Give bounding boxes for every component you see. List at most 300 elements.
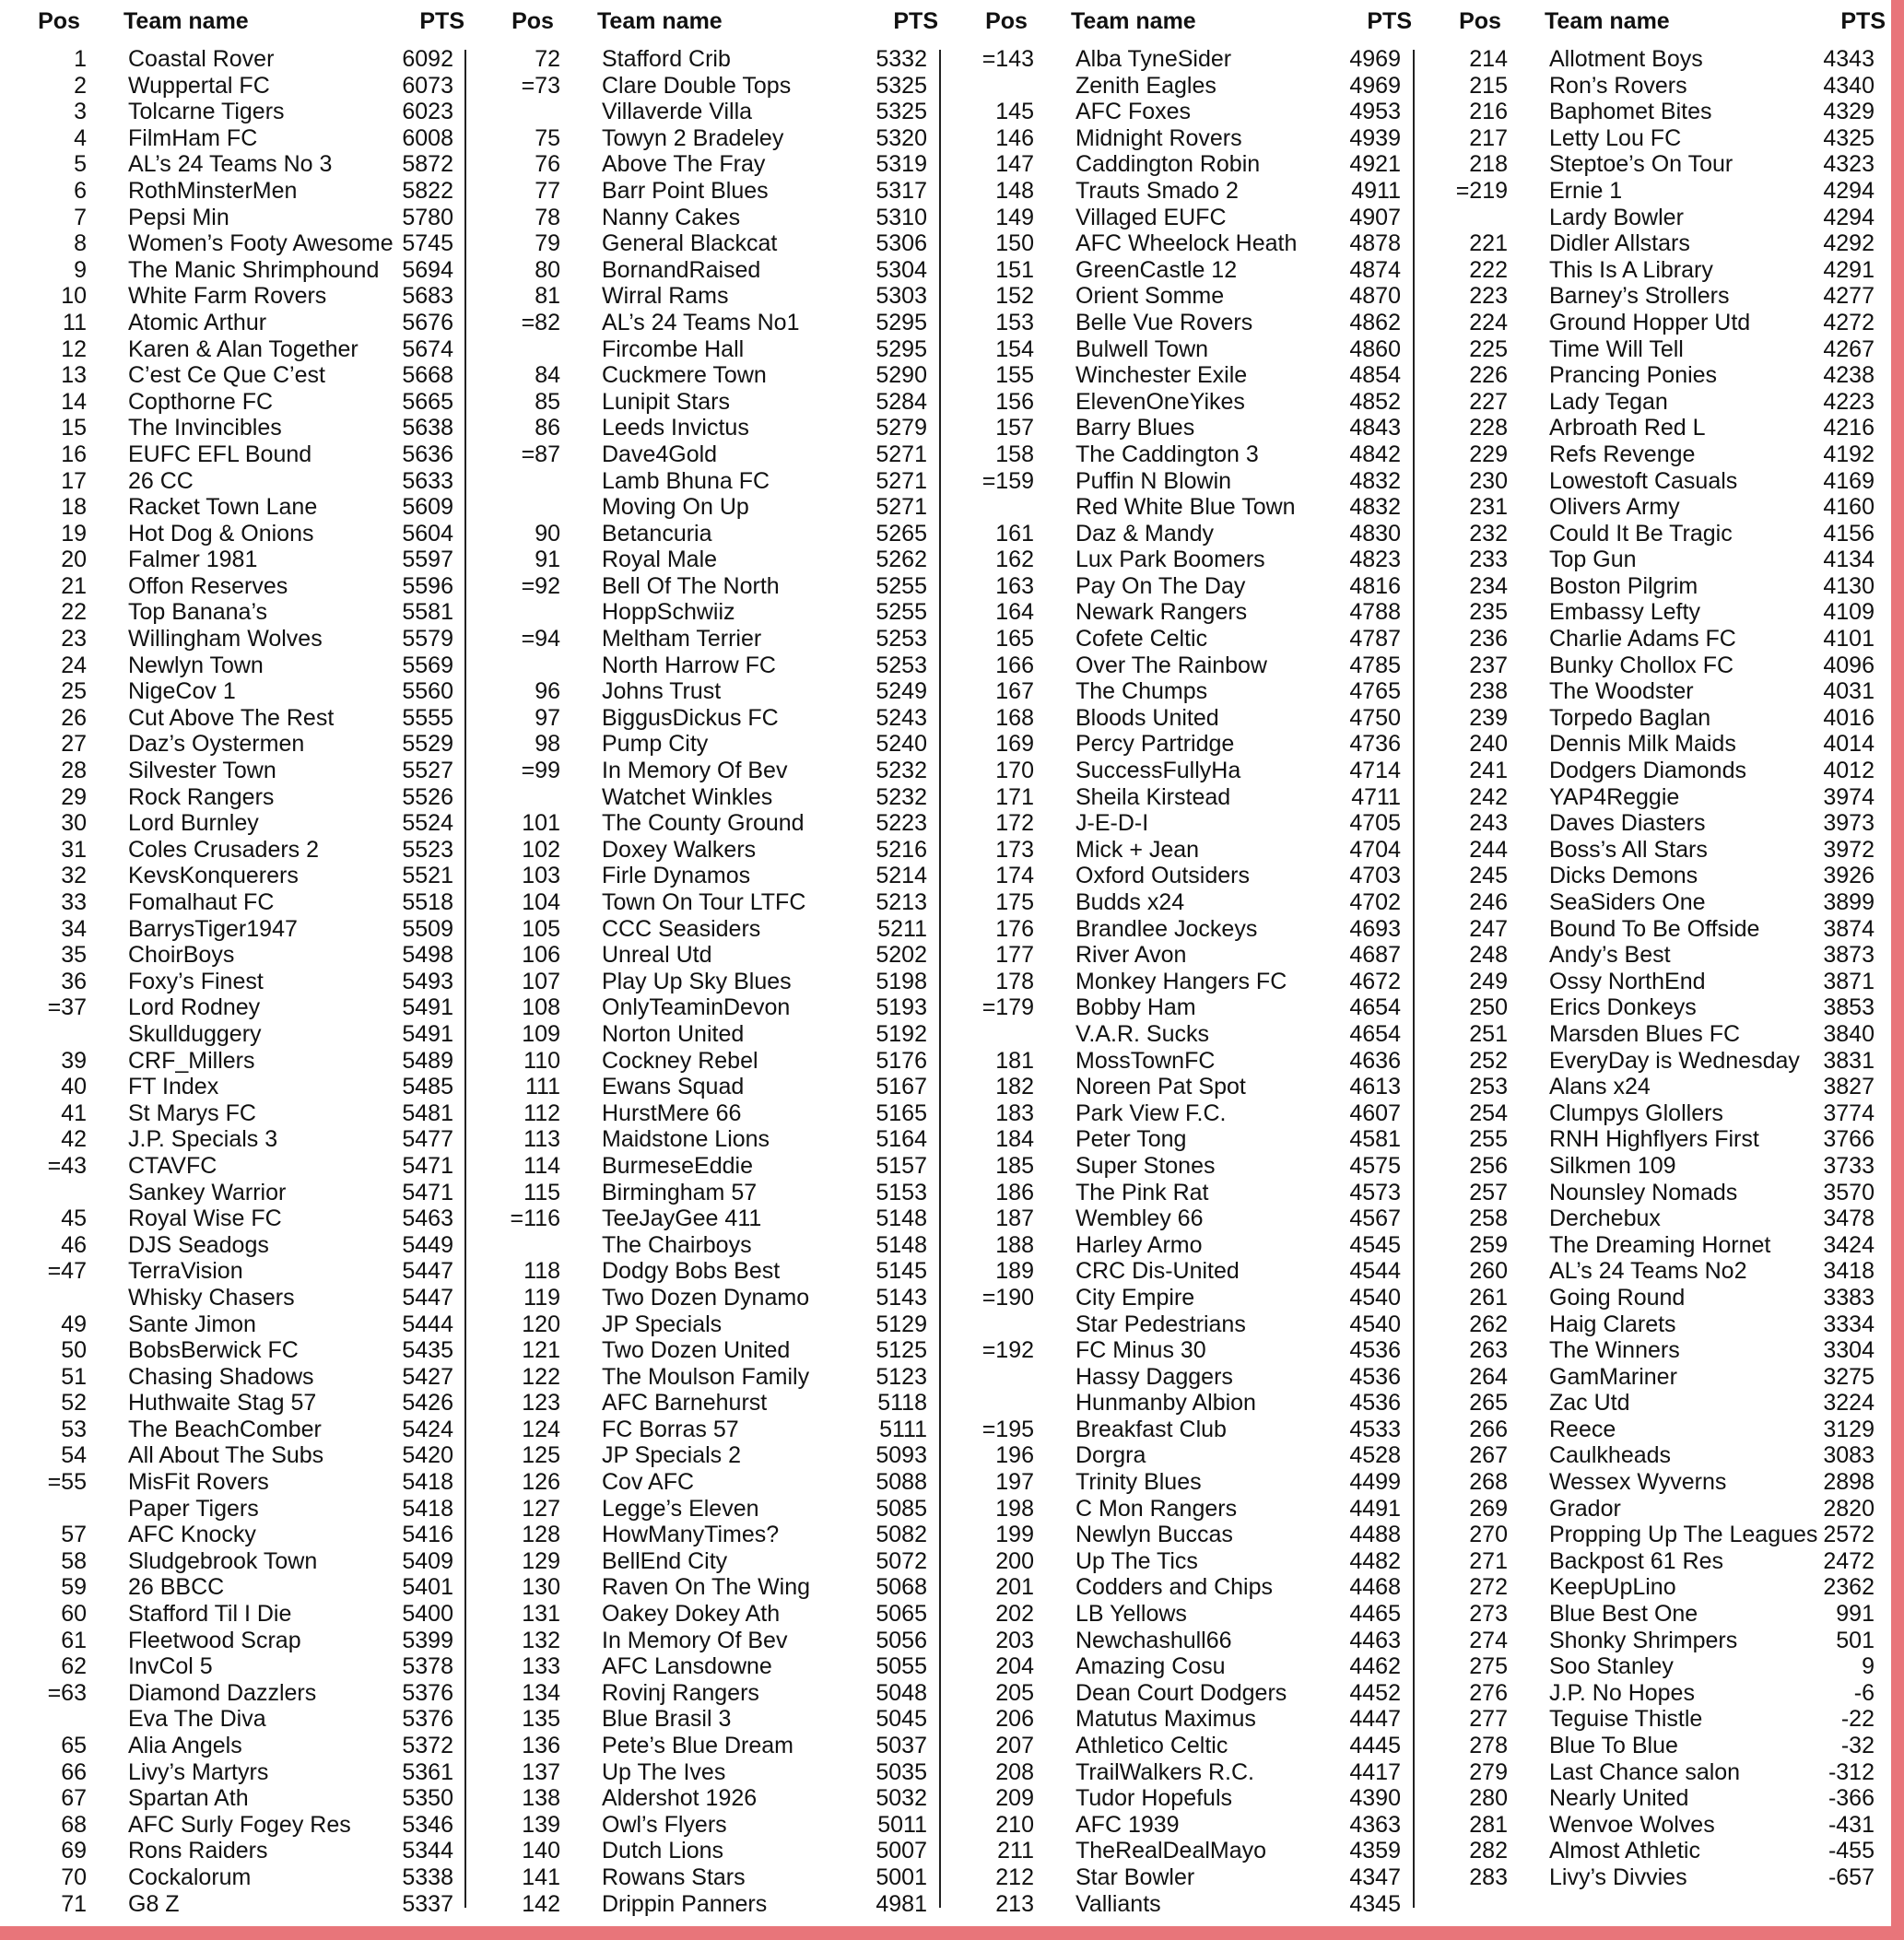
table-row: [485, 310, 958, 336]
row-position: 58: [61, 1547, 87, 1574]
table-row: [958, 73, 1432, 100]
row-points: 4544: [1349, 1258, 1401, 1285]
row-points: -312: [1828, 1758, 1875, 1785]
row-team-name: Torpedo Baglan: [1549, 704, 1711, 731]
row-points: 5471: [402, 1152, 453, 1179]
table-row: [11, 257, 485, 284]
row-points: 3083: [1823, 1442, 1875, 1469]
table-row: [958, 1759, 1432, 1786]
row-points: 5065: [876, 1601, 927, 1628]
row-points: 5143: [876, 1284, 927, 1311]
row-team-name: Bloods United: [1075, 704, 1219, 731]
row-team-name: CTAVFC: [128, 1152, 217, 1179]
row-position: 176: [995, 915, 1034, 942]
row-points: 4134: [1823, 547, 1875, 573]
row-position: =195: [981, 1416, 1034, 1442]
row-points: 2362: [1823, 1574, 1875, 1601]
row-position: 108: [522, 994, 560, 1021]
row-position: 273: [1469, 1601, 1508, 1628]
row-team-name: Budds x24: [1075, 889, 1185, 915]
row-position: =82: [521, 309, 560, 335]
table-row: [958, 942, 1432, 969]
row-team-name: General Blackcat: [602, 230, 778, 257]
row-points: 4533: [1349, 1416, 1401, 1442]
row-points: 4014: [1823, 731, 1875, 758]
row-position: 149: [995, 204, 1034, 230]
table-column-2: [485, 0, 958, 1926]
row-position: 221: [1469, 230, 1508, 257]
row-points: 4765: [1349, 678, 1401, 705]
table-row: [1432, 468, 1904, 495]
header-pts: PTS: [1367, 8, 1412, 34]
row-team-name: Cuckmere Town: [602, 362, 767, 389]
row-position: 134: [522, 1679, 560, 1706]
row-points: -366: [1828, 1785, 1875, 1812]
table-row: [485, 1574, 958, 1601]
row-points: 5376: [402, 1706, 453, 1733]
row-team-name: North Harrow FC: [602, 652, 776, 678]
row-position: 107: [522, 968, 560, 994]
row-position: 68: [61, 1811, 87, 1838]
table-row: [958, 1205, 1432, 1232]
table-row: [485, 99, 958, 125]
row-points: 5213: [876, 889, 927, 915]
row-position: 2: [74, 72, 87, 99]
row-points: 5011: [877, 1811, 927, 1838]
row-team-name: Above The Fray: [602, 151, 766, 178]
row-team-name: Mick + Jean: [1075, 836, 1200, 863]
table-row: [958, 837, 1432, 864]
row-points: 4878: [1349, 230, 1401, 257]
row-position: 189: [995, 1258, 1034, 1285]
table-row: [11, 1417, 485, 1443]
row-team-name: ElevenOneYikes: [1075, 388, 1245, 415]
row-team-name: Noreen Pat Spot: [1075, 1074, 1246, 1100]
table-row: [1432, 863, 1904, 889]
row-position: =143: [981, 46, 1034, 72]
row-team-name: NigeCov 1: [128, 678, 236, 705]
table-row: [11, 1180, 485, 1206]
row-team-name: AFC Foxes: [1075, 99, 1192, 125]
table-row: [1432, 362, 1904, 389]
row-points: 3774: [1823, 1099, 1875, 1126]
row-points: 4359: [1349, 1838, 1401, 1864]
row-points: 5509: [402, 915, 453, 942]
table-row: [1432, 1311, 1904, 1338]
row-team-name: 26 CC: [128, 467, 194, 494]
row-points: 4463: [1349, 1627, 1401, 1653]
row-points: 4567: [1349, 1205, 1401, 1232]
table-row: [1432, 1759, 1904, 1786]
table-rows: [11, 46, 485, 1917]
row-points: 5249: [876, 678, 927, 705]
row-position: 72: [535, 46, 560, 72]
row-team-name: Steptoe’s On Tour: [1549, 151, 1734, 178]
row-position: 115: [523, 1179, 560, 1205]
row-team-name: Lowestoft Casuals: [1549, 467, 1738, 494]
row-points: 4363: [1349, 1811, 1401, 1838]
row-points: 4581: [1349, 1126, 1401, 1153]
row-position: 136: [522, 1733, 560, 1758]
row-position: 70: [61, 1864, 87, 1890]
table-row: [1432, 257, 1904, 284]
row-position: 59: [61, 1574, 87, 1601]
row-team-name: Soo Stanley: [1549, 1653, 1674, 1680]
row-team-name: Coastal Rover: [128, 46, 275, 72]
row-points: 3853: [1823, 994, 1875, 1021]
row-points: 4329: [1823, 99, 1875, 125]
table-row: [1432, 1285, 1904, 1311]
row-position: 239: [1469, 704, 1508, 731]
row-points: 3418: [1823, 1258, 1875, 1285]
table-row: [1432, 46, 1904, 73]
row-position: =192: [981, 1337, 1034, 1364]
table-row: [1432, 1442, 1904, 1469]
row-team-name: Leeds Invictus: [602, 415, 749, 441]
table-row: [485, 1812, 958, 1839]
row-team-name: Wirral Rams: [602, 283, 729, 310]
row-position: 213: [995, 1890, 1034, 1917]
row-points: 5088: [876, 1469, 927, 1496]
table-row: [485, 1785, 958, 1812]
table-row: [485, 1838, 958, 1864]
row-points: 4223: [1823, 388, 1875, 415]
row-position: 173: [995, 836, 1034, 863]
table-rows: [1432, 46, 1904, 1891]
row-team-name: HowManyTimes?: [602, 1522, 780, 1548]
row-team-name: RNH Highflyers First: [1549, 1126, 1759, 1153]
row-points: 4536: [1349, 1363, 1401, 1390]
table-row: [1432, 494, 1904, 521]
row-points: 5202: [876, 942, 927, 969]
table-row: [11, 73, 485, 100]
row-position: 226: [1469, 362, 1508, 389]
row-points: 4536: [1349, 1337, 1401, 1364]
row-team-name: Alia Angels: [128, 1733, 242, 1758]
row-points: 5240: [876, 731, 927, 758]
table-row: [11, 916, 485, 943]
table-row: [485, 573, 958, 600]
row-points: 5529: [402, 731, 453, 758]
header-team-name: Team name: [1545, 8, 1670, 34]
row-points: 5872: [402, 151, 453, 178]
row-points: 5125: [876, 1337, 927, 1364]
table-row: [1432, 1205, 1904, 1232]
row-team-name: Trinity Blues: [1075, 1469, 1202, 1496]
row-position: 162: [995, 547, 1034, 573]
row-team-name: Shonky Shrimpers: [1549, 1627, 1738, 1653]
row-team-name: Teguise Thistle: [1549, 1706, 1703, 1733]
table-row: [485, 125, 958, 152]
row-team-name: SeaSiders One: [1549, 889, 1706, 915]
row-position: 60: [61, 1601, 87, 1628]
table-row: [1432, 1838, 1904, 1864]
row-position: 188: [995, 1231, 1034, 1258]
row-team-name: This Is A Library: [1549, 256, 1713, 283]
row-position: 166: [995, 652, 1034, 678]
row-position: =116: [510, 1205, 560, 1232]
row-position: 217: [1469, 124, 1508, 151]
row-team-name: Pepsi Min: [128, 204, 229, 230]
table-row: [1432, 1812, 1904, 1839]
row-position: 253: [1469, 1074, 1508, 1100]
table-row: [958, 1258, 1432, 1285]
row-team-name: Watchet Winkles: [602, 783, 773, 810]
row-position: 251: [1469, 1020, 1508, 1047]
row-position: 167: [995, 678, 1034, 705]
row-points: 5232: [876, 758, 927, 784]
row-points: 5555: [402, 704, 453, 731]
row-position: 41: [61, 1099, 87, 1126]
row-points: 4468: [1349, 1574, 1401, 1601]
row-position: 228: [1469, 415, 1508, 441]
table-row: [958, 468, 1432, 495]
row-position: 135: [522, 1706, 560, 1733]
row-position: 265: [1469, 1390, 1508, 1417]
row-team-name: AFC Surly Fogey Res: [128, 1811, 351, 1838]
row-team-name: Johns Trust: [602, 678, 722, 705]
row-position: 172: [995, 810, 1034, 837]
row-points: 4911: [1351, 177, 1401, 204]
row-points: 5498: [402, 942, 453, 969]
row-position: 280: [1469, 1785, 1508, 1812]
table-row: [11, 310, 485, 336]
table-row: [1432, 1126, 1904, 1153]
row-position: 269: [1469, 1495, 1508, 1522]
table-row: [485, 705, 958, 732]
row-points: 5447: [402, 1284, 453, 1311]
table-row: [958, 731, 1432, 758]
row-position: 123: [522, 1390, 560, 1417]
row-points: 5569: [402, 652, 453, 678]
table-row: [1432, 441, 1904, 468]
row-points: 5745: [402, 230, 453, 257]
table-row: [485, 994, 958, 1021]
row-team-name: Bulwell Town: [1075, 335, 1209, 362]
table-row: [958, 1496, 1432, 1523]
table-row: [485, 1337, 958, 1364]
row-team-name: The Invincibles: [128, 415, 282, 441]
row-team-name: Play Up Sky Blues: [602, 968, 792, 994]
table-row: [11, 889, 485, 916]
row-position: 171: [995, 783, 1034, 810]
row-points: 4832: [1349, 467, 1401, 494]
table-row: [958, 1469, 1432, 1496]
row-team-name: Reece: [1549, 1416, 1616, 1442]
row-points: 4788: [1349, 599, 1401, 626]
row-position: 126: [522, 1469, 560, 1496]
row-team-name: Percy Partridge: [1075, 731, 1235, 758]
row-team-name: Propping Up The Leagues: [1549, 1522, 1818, 1548]
column-header: [485, 6, 958, 37]
row-position: 46: [61, 1231, 87, 1258]
row-position: 235: [1469, 599, 1508, 626]
row-points: 4750: [1349, 704, 1401, 731]
row-position: 148: [995, 177, 1034, 204]
row-points: 5471: [402, 1179, 453, 1205]
table-row: [11, 626, 485, 653]
row-points: 4540: [1349, 1284, 1401, 1311]
row-team-name: Newark Rangers: [1075, 599, 1248, 626]
table-row: [958, 1021, 1432, 1048]
row-team-name: Legge’s Eleven: [602, 1495, 759, 1522]
row-position: 45: [61, 1205, 87, 1232]
row-points: 4016: [1823, 704, 1875, 731]
row-points: 4705: [1349, 810, 1401, 837]
row-team-name: Sheila Kirstead: [1075, 783, 1231, 810]
row-points: 4785: [1349, 652, 1401, 678]
table-row: [11, 1364, 485, 1391]
table-row: [1432, 889, 1904, 916]
row-points: 5604: [402, 520, 453, 547]
row-position: 132: [522, 1627, 560, 1653]
table-row: [11, 573, 485, 600]
row-team-name: Puffin N Blowin: [1075, 467, 1232, 494]
row-points: 4613: [1349, 1074, 1401, 1100]
row-points: 4711: [1351, 783, 1401, 810]
table-row: [958, 1838, 1432, 1864]
row-position: 261: [1469, 1284, 1508, 1311]
row-points: 4488: [1349, 1522, 1401, 1548]
row-points: 3383: [1823, 1284, 1875, 1311]
row-team-name: In Memory Of Bev: [602, 758, 788, 784]
row-points: 5372: [402, 1733, 453, 1758]
row-points: 5253: [876, 652, 927, 678]
row-points: 4787: [1349, 626, 1401, 653]
row-team-name: Betancuria: [602, 520, 712, 547]
table-row: [11, 415, 485, 441]
row-points: 4294: [1823, 204, 1875, 230]
row-team-name: Maidstone Lions: [602, 1126, 770, 1153]
row-position: =87: [521, 441, 560, 467]
row-team-name: Caddington Robin: [1075, 151, 1261, 178]
row-position: 49: [61, 1311, 87, 1337]
row-team-name: TrailWalkers R.C.: [1075, 1758, 1254, 1785]
row-team-name: Karen & Alan Together: [128, 335, 358, 362]
row-team-name: CCC Seasiders: [602, 915, 761, 942]
table-row: [11, 1680, 485, 1707]
table-row: [485, 678, 958, 705]
table-row: [1432, 125, 1904, 152]
table-row: [958, 1364, 1432, 1391]
row-points: 5447: [402, 1258, 453, 1285]
row-position: 124: [522, 1416, 560, 1442]
row-points: 4491: [1349, 1495, 1401, 1522]
row-team-name: Cut Above The Rest: [128, 704, 335, 731]
table-row: [958, 362, 1432, 389]
row-points: 4874: [1349, 256, 1401, 283]
row-points: 4702: [1349, 889, 1401, 915]
row-team-name: Bobby Ham: [1075, 994, 1196, 1021]
table-row: [485, 1153, 958, 1180]
row-points: 5344: [402, 1838, 453, 1864]
row-points: 6023: [402, 99, 453, 125]
row-position: 21: [61, 572, 87, 599]
row-position: 209: [995, 1785, 1034, 1812]
row-team-name: CRF_Millers: [128, 1047, 255, 1074]
row-team-name: Boss’s All Stars: [1549, 836, 1708, 863]
table-row: [485, 731, 958, 758]
row-position: =179: [981, 994, 1034, 1021]
table-row: [958, 1180, 1432, 1206]
row-team-name: AL’s 24 Teams No1: [602, 309, 800, 335]
row-team-name: Moving On Up: [602, 494, 749, 521]
row-position: 241: [1469, 758, 1508, 784]
table-row: [958, 1864, 1432, 1891]
row-team-name: KevsKonquerers: [128, 863, 299, 889]
table-row: [1432, 1864, 1904, 1891]
row-team-name: Royal Male: [602, 547, 718, 573]
table-row: [11, 1232, 485, 1259]
row-team-name: Livy’s Divvies: [1549, 1864, 1687, 1890]
row-points: 5290: [876, 362, 927, 389]
row-team-name: FC Minus 30: [1075, 1337, 1206, 1364]
table-row: [485, 547, 958, 573]
row-team-name: BellEnd City: [602, 1547, 728, 1574]
row-team-name: Caulkheads: [1549, 1442, 1672, 1469]
table-row: [958, 1442, 1432, 1469]
row-points: 4343: [1823, 46, 1875, 72]
row-points: 5279: [876, 415, 927, 441]
row-points: 4292: [1823, 230, 1875, 257]
table-row: [485, 1205, 958, 1232]
row-team-name: Lord Burnley: [128, 810, 259, 837]
table-row: [958, 1785, 1432, 1812]
row-position: 98: [535, 731, 560, 758]
row-points: 5007: [876, 1838, 927, 1864]
row-position: 42: [61, 1126, 87, 1153]
row-points: 5463: [402, 1205, 453, 1232]
row-team-name: Skullduggery: [128, 1020, 262, 1047]
row-team-name: The Manic Shrimphound: [128, 256, 380, 283]
table-row: [485, 1628, 958, 1654]
row-team-name: Rovinj Rangers: [602, 1679, 759, 1706]
row-points: 5056: [876, 1627, 927, 1653]
row-team-name: Going Round: [1549, 1284, 1686, 1311]
table-row: [485, 1417, 958, 1443]
row-position: 65: [61, 1733, 87, 1758]
row-team-name: Charlie Adams FC: [1549, 626, 1736, 653]
row-position: 146: [995, 124, 1034, 151]
row-team-name: JP Specials 2: [602, 1442, 742, 1469]
row-team-name: Sankey Warrior: [128, 1179, 287, 1205]
table-row: [485, 468, 958, 495]
row-points: 5271: [876, 467, 927, 494]
table-row: [1432, 521, 1904, 547]
table-row: [11, 1706, 485, 1733]
row-team-name: Time Will Tell: [1549, 335, 1684, 362]
table-row: [1432, 73, 1904, 100]
table-row: [485, 415, 958, 441]
row-team-name: Athletico Celtic: [1075, 1733, 1228, 1758]
row-team-name: Oakey Dokey Ath: [602, 1601, 781, 1628]
row-team-name: SuccessFullyHa: [1075, 758, 1241, 784]
table-row: [11, 283, 485, 310]
row-points: 5361: [402, 1758, 453, 1785]
row-team-name: Whisky Chasers: [128, 1284, 295, 1311]
row-position: 212: [995, 1864, 1034, 1890]
table-row: [485, 521, 958, 547]
table-row: [1432, 1021, 1904, 1048]
row-points: 3840: [1823, 1020, 1875, 1047]
page-edge-band: [1891, 0, 1904, 1926]
row-team-name: G8 Z: [128, 1890, 180, 1917]
row-team-name: Hunmanby Albion: [1075, 1390, 1256, 1417]
table-row: [11, 1021, 485, 1048]
row-team-name: In Memory Of Bev: [602, 1627, 788, 1653]
row-position: 50: [61, 1337, 87, 1364]
table-row: [958, 1812, 1432, 1839]
